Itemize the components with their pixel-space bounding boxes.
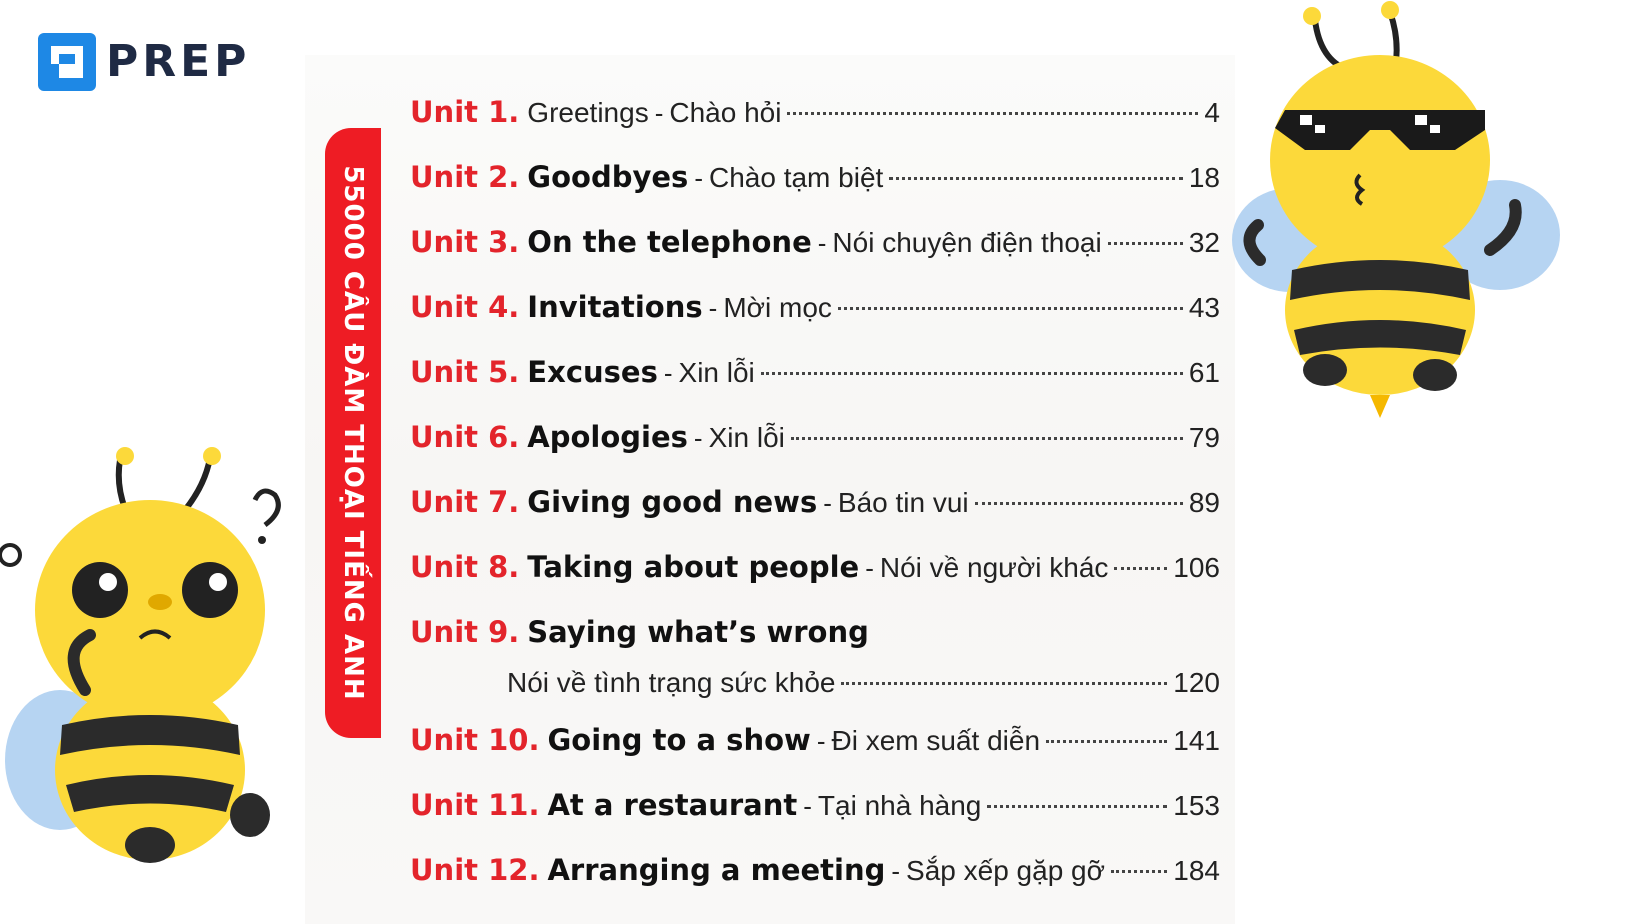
toc-row <box>410 788 1220 853</box>
unit-title-en: At a restaurant <box>547 788 798 822</box>
unit-title-vn: Mời mọc <box>723 292 832 323</box>
unit-title-vn: Báo tin vui <box>837 487 969 518</box>
unit-title-en: Going to a show <box>547 723 811 757</box>
dot-leader <box>1108 242 1183 245</box>
page-number: 89 <box>1188 487 1220 518</box>
separator: - <box>694 163 703 193</box>
toc-row <box>410 853 1220 918</box>
dot-leader <box>791 437 1183 440</box>
unit-number: Unit 11. <box>410 788 540 822</box>
separator: - <box>817 228 827 258</box>
separator: - <box>865 553 874 583</box>
brand-name: PREP <box>106 36 251 87</box>
unit-title-en: Goodbyes <box>527 160 689 194</box>
unit-title-en: Greetings <box>527 97 649 128</box>
page-number: 32 <box>1188 227 1220 258</box>
dot-leader <box>1111 870 1167 873</box>
unit-number: Unit 4. <box>410 290 520 324</box>
unit-title-vn: Tại nhà hàng <box>817 790 982 821</box>
unit-title-vn: Đi xem suất diễn <box>831 725 1041 756</box>
separator: - <box>654 98 664 128</box>
unit-title-en: On the telephone <box>527 225 812 259</box>
unit-title-vn: Chào hỏi <box>669 97 782 128</box>
page-number: 106 <box>1173 552 1220 583</box>
unit-title-en: Invitations <box>527 290 703 324</box>
dot-leader <box>975 502 1183 505</box>
unit-title-vn: Xin lỗi <box>708 422 785 453</box>
page-number: 79 <box>1188 422 1220 453</box>
unit-number: Unit 10. <box>410 723 540 757</box>
unit-number: Unit 8. <box>410 550 520 584</box>
separator: - <box>816 726 826 756</box>
toc-row <box>410 290 1220 355</box>
page-number: 120 <box>1173 667 1220 698</box>
dot-leader <box>841 682 1167 685</box>
unit-title-en: Excuses <box>527 355 658 389</box>
unit-title-vn: Xin lỗi <box>678 357 755 388</box>
page-number: 4 <box>1204 97 1220 128</box>
page-number: 61 <box>1188 357 1220 388</box>
dot-leader <box>1114 567 1167 570</box>
toc-row <box>410 550 1220 615</box>
dot-leader <box>761 372 1183 375</box>
unit-title-en: Giving good news <box>527 485 818 519</box>
cool-bee-sunglasses-icon <box>1230 0 1560 420</box>
page-number: 153 <box>1173 790 1220 821</box>
dot-leader <box>987 805 1167 808</box>
separator: - <box>663 358 673 388</box>
brand-logo[interactable] <box>38 33 250 91</box>
toc-row <box>410 420 1220 485</box>
confused-bee-icon <box>0 440 300 880</box>
separator: - <box>891 856 901 886</box>
dot-leader <box>787 112 1198 115</box>
unit-number: Unit 2. <box>410 160 520 194</box>
unit-number: Unit 6. <box>410 420 520 454</box>
unit-title-en: Apologies <box>527 420 688 454</box>
page-number: 18 <box>1188 162 1220 193</box>
page-number: 141 <box>1173 725 1220 756</box>
unit-title-en: Saying what’s wrong <box>527 615 869 649</box>
separator: - <box>823 488 832 518</box>
unit-title-vn: Chào tạm biệt <box>708 162 884 193</box>
unit-number: Unit 3. <box>410 225 520 259</box>
page-number: 43 <box>1188 292 1220 323</box>
unit-number: Unit 12. <box>410 853 540 887</box>
toc-row <box>410 95 1220 160</box>
toc-row <box>410 485 1220 550</box>
separator: - <box>708 293 718 323</box>
unit-number: Unit 9. <box>410 615 520 649</box>
side-tab-title: 55000 CÂU ĐÀM THOẠI TIẾNG ANH <box>338 165 368 701</box>
toc-row <box>410 225 1220 290</box>
toc-row <box>410 355 1220 420</box>
unit-title-vn: Nói chuyện điện thoại <box>832 227 1102 258</box>
unit-title-vn: Nói về tình trạng sức khỏe <box>507 667 836 698</box>
separator: - <box>803 791 812 821</box>
unit-title-vn: Nói về người khác <box>879 552 1109 583</box>
dot-leader <box>1046 740 1167 743</box>
table-of-contents <box>410 95 1220 918</box>
unit-title-en: Arranging a meeting <box>547 853 886 887</box>
dot-leader <box>838 307 1183 310</box>
separator: - <box>693 423 703 453</box>
toc-row <box>410 615 1220 723</box>
prep-logo-icon <box>38 33 96 91</box>
unit-title-vn: Sắp xếp gặp gỡ <box>906 855 1105 886</box>
toc-row <box>410 723 1220 788</box>
unit-number: Unit 5. <box>410 355 520 389</box>
toc-row-line <box>410 615 869 649</box>
page-number: 184 <box>1173 855 1220 886</box>
unit-number: Unit 1. <box>410 95 520 129</box>
unit-title-en: Taking about people <box>527 550 860 584</box>
dot-leader <box>889 177 1183 180</box>
unit-number: Unit 7. <box>410 485 520 519</box>
toc-row <box>410 160 1220 225</box>
toc-row-line <box>410 667 1220 699</box>
